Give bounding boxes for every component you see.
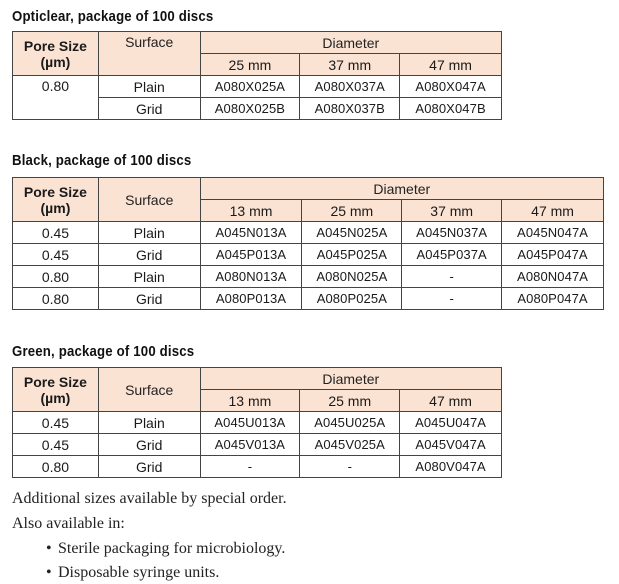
bullet-item: [46, 564, 219, 582]
surface-cell: Plain: [98, 76, 200, 98]
bullet-text: Disposable syringe units.: [58, 564, 220, 581]
pore-size-header: Pore Size (µm): [13, 32, 99, 76]
section-title-green: Green, package of 100 discs: [12, 343, 195, 360]
surface-cell: Plain: [98, 266, 200, 288]
catalog-code-cell: A080N013A: [200, 266, 302, 288]
catalog-code-cell: A080X037B: [300, 98, 400, 120]
surface-header: Surface: [98, 32, 200, 76]
catalog-code-cell: A080P047A: [502, 288, 604, 310]
catalog-code-cell: A045V025A: [300, 434, 400, 456]
diameter-header: Diameter: [200, 178, 603, 200]
table-row: [13, 244, 604, 266]
table-header-row: [13, 178, 604, 200]
catalog-code-cell: -: [402, 288, 502, 310]
catalog-code-cell: A045P025A: [302, 244, 402, 266]
pore-size-cell: 0.45: [13, 222, 99, 244]
product-table-black: [12, 177, 604, 310]
pore-size-header: Pore Size (µm): [13, 368, 99, 412]
catalog-code-cell: A045N013A: [200, 222, 302, 244]
table-header-row: [13, 32, 502, 54]
size-header: 47 mm: [502, 200, 604, 222]
table-row: [13, 412, 502, 434]
catalog-code-cell: A080X025A: [200, 76, 300, 98]
catalog-code-cell: A080X025B: [200, 98, 300, 120]
surface-cell: Grid: [98, 288, 200, 310]
size-header: 47 mm: [400, 390, 502, 412]
catalog-code-cell: A045P047A: [502, 244, 604, 266]
table-header-row: [13, 368, 502, 390]
table-row: [13, 266, 604, 288]
surface-header: Surface: [98, 368, 200, 412]
surface-cell: Grid: [98, 98, 200, 120]
also-available-label: Also available in:: [12, 515, 125, 532]
size-header: 25 mm: [302, 200, 402, 222]
surface-cell: Grid: [98, 434, 200, 456]
section-title-black: Black, package of 100 discs: [12, 152, 192, 169]
bullet-icon: •: [46, 540, 52, 557]
size-header: 13 mm: [200, 200, 302, 222]
catalog-code-cell: A045V013A: [200, 434, 300, 456]
catalog-code-cell: A045U047A: [400, 412, 502, 434]
table-row: [13, 222, 604, 244]
pore-size-header: Pore Size (µm): [13, 178, 99, 222]
catalog-code-cell: A045N047A: [502, 222, 604, 244]
diameter-header: Diameter: [200, 368, 501, 390]
size-header: 13 mm: [200, 390, 300, 412]
product-table-opticlear: [12, 31, 502, 120]
special-order-note: Additional sizes available by special order.: [12, 490, 287, 507]
catalog-code-cell: A080X037A: [300, 76, 400, 98]
catalog-code-cell: -: [402, 266, 502, 288]
catalog-code-cell: A045V047A: [400, 434, 502, 456]
catalog-code-cell: A080V047A: [400, 456, 502, 478]
surface-cell: Grid: [98, 456, 200, 478]
section-title-opticlear: Opticlear, package of 100 discs: [12, 8, 214, 25]
bullet-item: [46, 540, 285, 558]
surface-cell: Plain: [98, 412, 200, 434]
pore-size-cell: 0.80: [13, 456, 99, 478]
table-row: [13, 288, 604, 310]
catalog-code-cell: A045U025A: [300, 412, 400, 434]
catalog-code-cell: -: [300, 456, 400, 478]
pore-size-cell: 0.80: [13, 288, 99, 310]
catalog-code-cell: A045N037A: [402, 222, 502, 244]
catalog-code-cell: A080X047A: [400, 76, 502, 98]
product-table-green: [12, 367, 502, 478]
pore-size-cell: 0.80: [13, 76, 99, 120]
size-header: 37 mm: [402, 200, 502, 222]
catalog-code-cell: A045P013A: [200, 244, 302, 266]
diameter-header: Diameter: [200, 32, 501, 54]
surface-cell: Grid: [98, 244, 200, 266]
catalog-code-cell: -: [200, 456, 300, 478]
pore-size-cell: 0.45: [13, 412, 99, 434]
catalog-code-cell: A045U013A: [200, 412, 300, 434]
table-row: [13, 434, 502, 456]
catalog-code-cell: A080P025A: [302, 288, 402, 310]
catalog-code-cell: A045P037A: [402, 244, 502, 266]
size-header: 25 mm: [300, 390, 400, 412]
table-row: [13, 456, 502, 478]
table-row: [13, 76, 502, 98]
catalog-code-cell: A080X047B: [400, 98, 502, 120]
catalog-code-cell: A080P013A: [200, 288, 302, 310]
surface-cell: Plain: [98, 222, 200, 244]
size-header: 25 mm: [200, 54, 300, 76]
catalog-code-cell: A080N047A: [502, 266, 604, 288]
pore-size-cell: 0.80: [13, 266, 99, 288]
surface-header: Surface: [98, 178, 200, 222]
pore-size-cell: 0.45: [13, 434, 99, 456]
catalog-code-cell: A080N025A: [302, 266, 402, 288]
bullet-text: Sterile packaging for microbiology.: [58, 540, 286, 557]
pore-size-cell: 0.45: [13, 244, 99, 266]
size-header: 37 mm: [300, 54, 400, 76]
catalog-code-cell: A045N025A: [302, 222, 402, 244]
size-header: 47 mm: [400, 54, 502, 76]
bullet-icon: •: [46, 564, 52, 581]
